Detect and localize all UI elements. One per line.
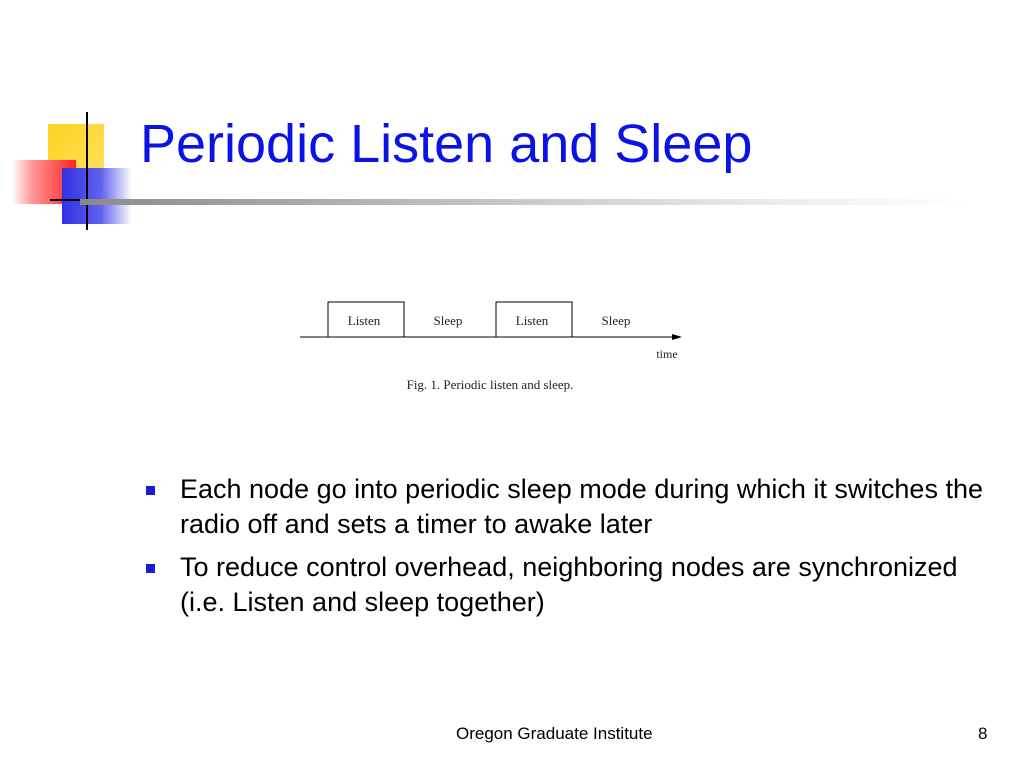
segment-label: Sleep	[601, 313, 631, 328]
footer-institution: Oregon Graduate Institute	[456, 724, 653, 743]
decor-blue-square	[62, 168, 132, 224]
figure-caption: Fig. 1. Periodic listen and sleep.	[406, 377, 574, 392]
time-axis-arrow-icon	[672, 334, 682, 340]
segment-label: Listen	[515, 313, 549, 328]
bullet-item	[144, 550, 994, 620]
bullet-text: Each node go into periodic sleep mode during which it switches the radio off and sets a timer to awake later	[180, 474, 983, 540]
segment-label: Sleep	[433, 313, 463, 328]
segment-label: Listen	[347, 313, 381, 328]
bullet-text: To reduce control overhead, neighboring nodes are synchronized (i.e. Listen and sleep together)	[180, 552, 958, 618]
square-bullet-icon	[146, 564, 155, 573]
square-bullet-icon	[146, 486, 155, 495]
title-underline	[80, 199, 970, 205]
page-number: 8	[978, 724, 988, 743]
bullet-list	[144, 472, 994, 628]
bullet-item	[144, 472, 994, 542]
timeline-diagram	[300, 300, 700, 400]
axis-label: time	[656, 347, 678, 361]
decor-vertical-line	[86, 112, 88, 230]
slide-title: Periodic Listen and Sleep	[140, 114, 753, 174]
listen-sleep-figure	[300, 300, 700, 400]
